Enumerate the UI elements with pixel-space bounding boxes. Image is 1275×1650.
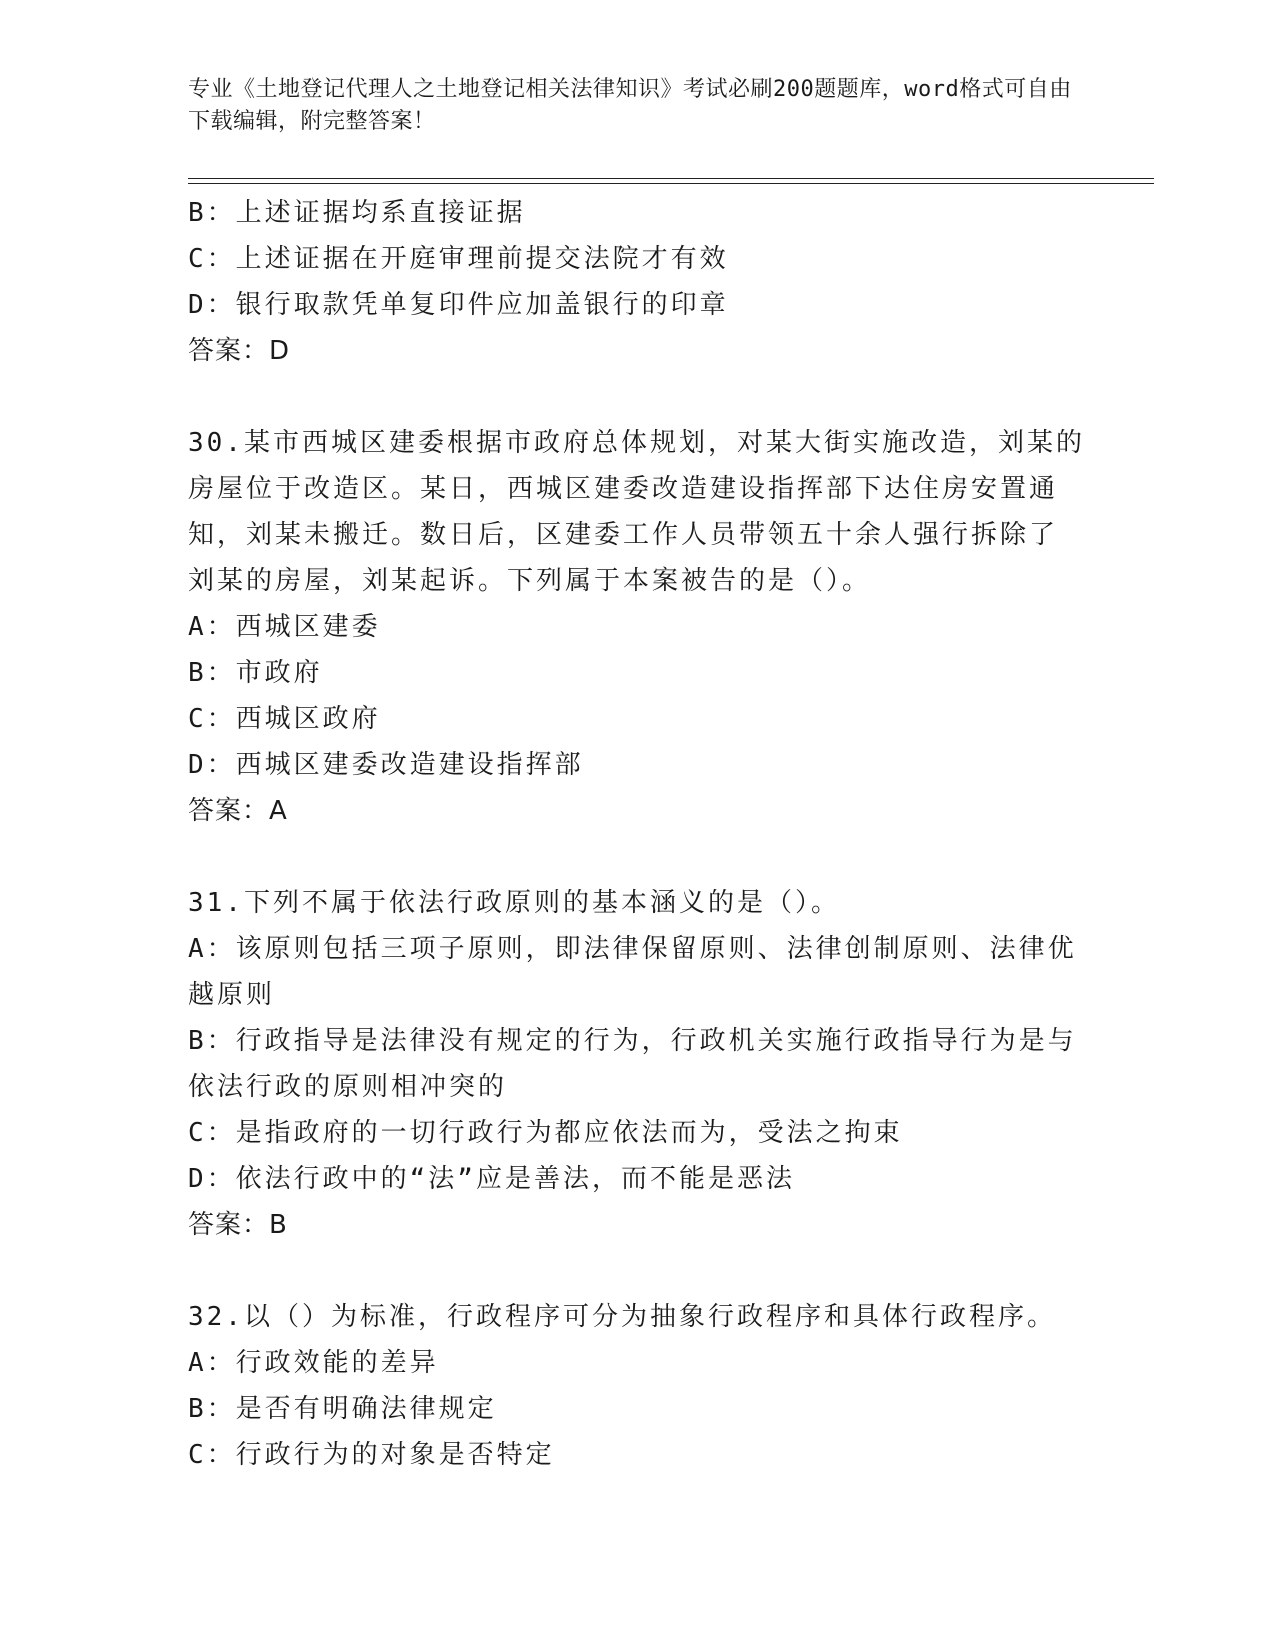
- question-stem-line: 32.以（）为标准，行政程序可分为抽象行政程序和具体行政程序。: [188, 1302, 1056, 1332]
- question-content: [188, 190, 1088, 1478]
- question-stem-line: 房屋位于改造区。某日，西城区建委改造建设指挥部下达住房安置通: [188, 474, 1059, 504]
- option-b: B：上述证据均系直接证据: [188, 198, 526, 228]
- spacer: [188, 1248, 1088, 1294]
- answer-line: 答案：A: [188, 796, 288, 826]
- spacer: [188, 834, 1088, 880]
- answer-line: 答案：D: [188, 336, 291, 366]
- question-block-32: [188, 1294, 1088, 1478]
- option-b-continued: 依法行政的原则相冲突的: [188, 1072, 508, 1102]
- option-b: B：行政指导是法律没有规定的行为，行政机关实施行政指导行为是与: [188, 1026, 1077, 1056]
- option-c: C：西城区政府: [188, 704, 381, 734]
- question-stem-line: 30.某市西城区建委根据市政府总体规划，对某大街实施改造，刘某的: [188, 428, 1085, 458]
- question-block-29: [188, 190, 1088, 374]
- option-a: A：西城区建委: [188, 612, 381, 642]
- question-stem-line: 31.下列不属于依法行政原则的基本涵义的是（）。: [188, 888, 840, 918]
- option-b: B：是否有明确法律规定: [188, 1394, 497, 1424]
- spacer: [188, 374, 1088, 420]
- option-c: C：上述证据在开庭审理前提交法院才有效: [188, 244, 729, 274]
- option-c: C：行政行为的对象是否特定: [188, 1440, 555, 1470]
- option-d: D：依法行政中的“法”应是善法，而不能是恶法: [188, 1164, 795, 1194]
- option-a: A：该原则包括三项子原则，即法律保留原则、法律创制原则、法律优: [188, 934, 1077, 964]
- document-header: 专业《土地登记代理人之土地登记相关法律知识》考试必刷200题题库，word格式可自由下载编辑，附完整答案！: [188, 77, 1072, 134]
- option-b: B：市政府: [188, 658, 323, 688]
- answer-line: 答案：B: [188, 1210, 288, 1240]
- option-d: D：银行取款凭单复印件应加盖银行的印章: [188, 290, 729, 320]
- question-stem-line: 刘某的房屋，刘某起诉。下列属于本案被告的是（）。: [188, 566, 872, 596]
- header-divider-top: [188, 178, 1154, 179]
- option-a: A：行政效能的差异: [188, 1348, 439, 1378]
- option-d: D：西城区建委改造建设指挥部: [188, 750, 584, 780]
- option-c: C：是指政府的一切行政行为都应依法而为，受法之拘束: [188, 1118, 903, 1148]
- question-block-30: [188, 420, 1088, 834]
- option-a-continued: 越原则: [188, 980, 276, 1010]
- question-block-31: [188, 880, 1088, 1248]
- question-stem-line: 知，刘某未搬迁。数日后，区建委工作人员带领五十余人强行拆除了: [188, 520, 1059, 550]
- header-divider-bottom: [188, 183, 1154, 184]
